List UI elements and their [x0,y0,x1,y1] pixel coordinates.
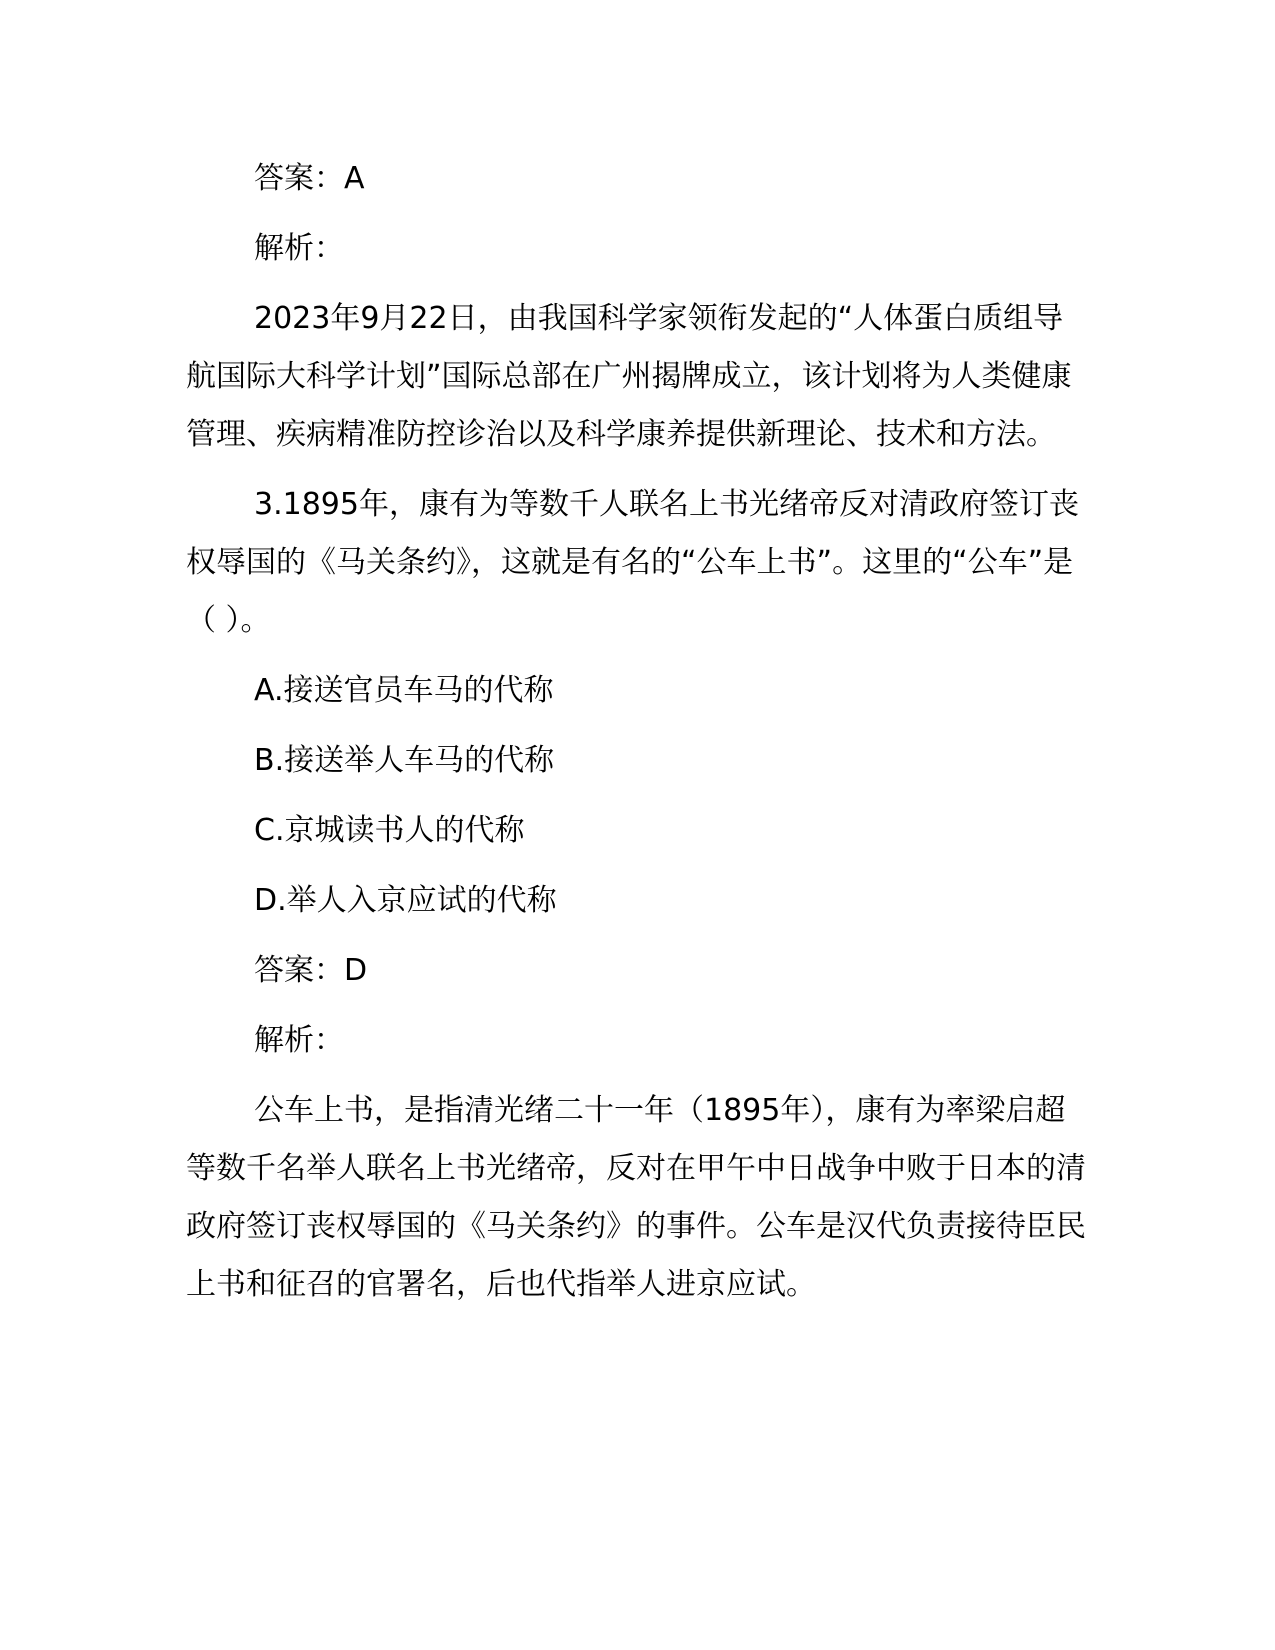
analysis-text-2: 公车上书，是指清光绪二十一年（1895年），康有为率梁启超等数千名举人联名上书光绪帝，反对在甲午中日战争中败于日本的清政府签订丧权辱国的《马关条约》的事件。公车是汉代负责接待臣民上书和征召的官署名，后也代指举人进京应试。 [186,1093,1086,1302]
option-c: C.京城读书人的代称 [254,813,525,848]
analysis-label-1: 解析： [254,231,344,266]
option-b: B.接送举人车马的代称 [254,743,555,778]
option-a: A.接送官员车马的代称 [254,673,554,708]
question-3: 3.1895年，康有为等数千人联名上书光绪帝反对清政府签订丧权辱国的《马关条约》，这就是有名的“公车上书”。这里的“公车”是（ ）。 [186,487,1079,638]
answer-line-1: 答案：A [254,161,365,196]
analysis-text-1: 2023年9月22日，由我国科学家领衔发起的“人体蛋白质组导航国际大科学计划”国际总部在广州揭牌成立，该计划将为人类健康管理、疾病精准防控诊治以及科学康养提供新理论、技术和方法。 [186,301,1072,452]
analysis-label-2: 解析： [254,1023,344,1058]
answer-line-2: 答案：D [254,953,368,988]
option-d: D.举人入京应试的代称 [254,883,557,918]
document-page [186,150,1090,1326]
